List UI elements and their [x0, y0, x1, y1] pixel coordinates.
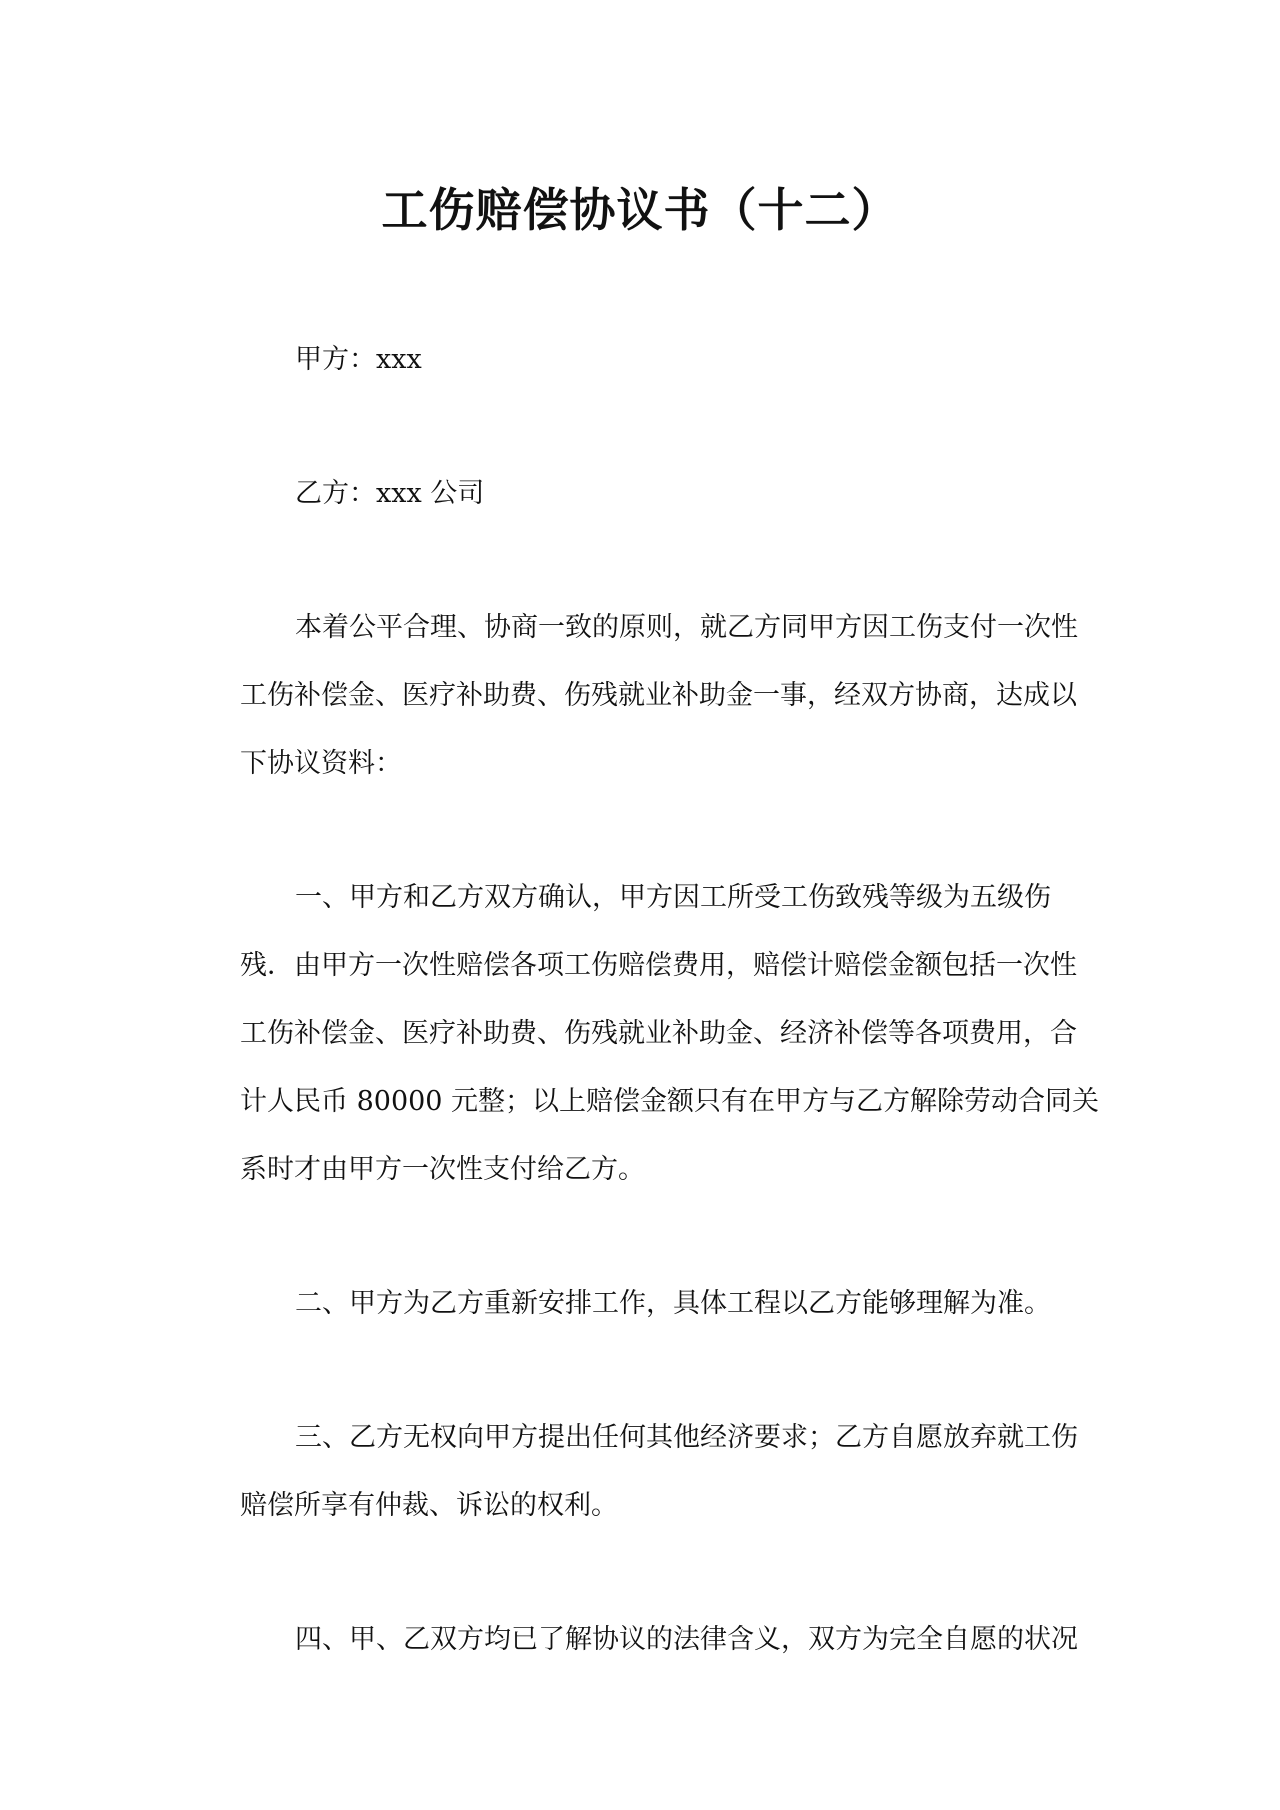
- clause1-line-5: 系时才由甲方一次性支付给乙方。: [240, 1154, 645, 1185]
- clause4-line-1: 四、甲、乙双方均已了解协议的法律含义，双方为完全自愿的状况: [295, 1624, 1078, 1655]
- party-b-line: 乙方：xxx 公司: [295, 478, 485, 509]
- clause1-line-1: 一、甲方和乙方双方确认，甲方因工所受工伤致残等级为五级伤: [295, 882, 1051, 913]
- preamble-line-3: 下协议资料：: [240, 748, 402, 779]
- clause1-line-2: 残．由甲方一次性赔偿各项工伤赔偿费用，赔偿计赔偿金额包括一次性: [240, 950, 1077, 981]
- document-title: 工伤赔偿协议书（十二）: [381, 183, 899, 237]
- preamble-line-1: 本着公平合理、协商一致的原则，就乙方同甲方因工伤支付一次性: [295, 612, 1078, 643]
- clause2-line: 二、甲方为乙方重新安排工作，具体工程以乙方能够理解为准。: [295, 1288, 1051, 1319]
- preamble-line-2: 工伤补偿金、医疗补助费、伤残就业补助金一事，经双方协商，达成以: [240, 680, 1077, 711]
- clause3-line-1: 三、乙方无权向甲方提出任何其他经济要求；乙方自愿放弃就工伤: [295, 1422, 1078, 1453]
- clause1-line-3: 工伤补偿金、医疗补助费、伤残就业补助金、经济补偿等各项费用，合: [240, 1018, 1077, 1049]
- party-a-line: 甲方：xxx: [295, 344, 422, 375]
- clause1-line-4: 计人民币 80000 元整；以上赔偿金额只有在甲方与乙方解除劳动合同关: [240, 1086, 1100, 1117]
- clause3-line-2: 赔偿所享有仲裁、诉讼的权利。: [240, 1490, 618, 1521]
